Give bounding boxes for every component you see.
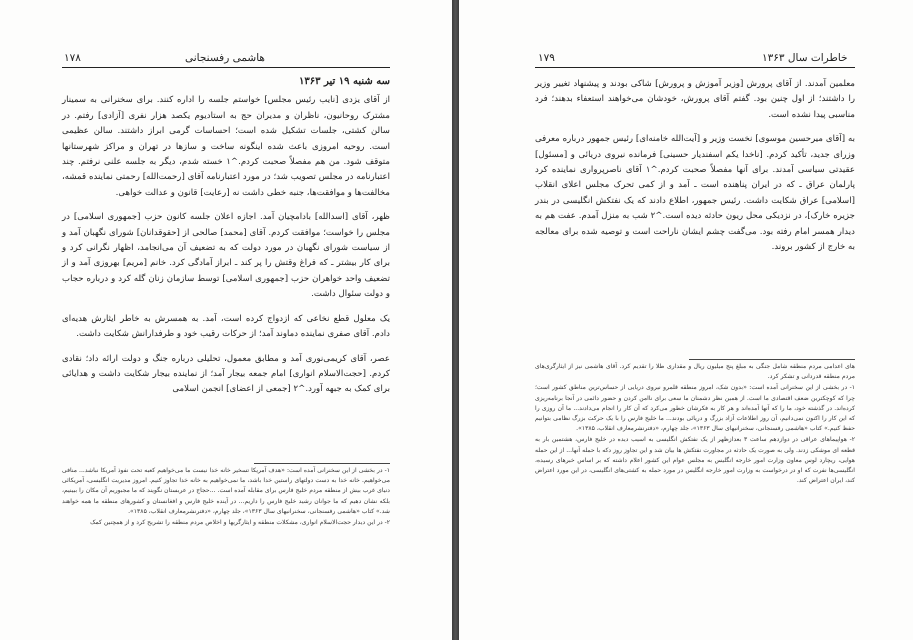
footnote: ۱- در بخشی از این سخنرانی آمده است: «هدف آمریکا تسخیر خانه خدا نیست ما می‌خواهیم کعبه تحت نفوذ آمریکا نباشد... منافی می‌خواهیم. خانه خدا به دست دولتهای راستین خدا باشد، ما نمی‌خواهیم به خانه خدا تجاوز کنیم. امروز مدیریت انگلیسی، آمریکائی دنیای غرب بیش از منطقه مردم خلیج فارس برای مقابله آمده است. ...حجاج در عربستان نگویند که ما مجبوریم آن مکان را ببینیم، بلکه نشان دهیم که ما جوانان رشید خلیج فارس را داریم... در آینده خلیج فارس و افغانستان و کشورهای منطقه ما همه خواهند شد.» کتاب «هاشمی رفسنجانی، سخنرانیهای سال ۱۳۶۳»، جلد چهارم، «دفترنشرمعارف انقلاب، ۱۳۸۵». (62, 467, 390, 515)
left-page-number: ۱۷۸ (64, 52, 81, 64)
left-footnotes (62, 466, 390, 529)
right-page-number: ۱۷۹ (538, 52, 555, 64)
right-footnotes (535, 362, 855, 487)
book-gutter (452, 0, 459, 640)
paragraph: عصر، آقای کریمی‌نوری آمد و مطابق معمول، تحلیلی درباره جنگ و دولت ارائه داد؛ نقادی کردم. [حجت‌الاسلام انواری] امام جمعه بیجار آمد؛ از نماینده بیجار شکایت داشت و هدایائی برای کمک به جبهه آورد.^۲ [جمعی از اعضای] انجمن اسلامی (62, 353, 390, 395)
paragraph: معلمین آمدند. از آقای پرورش [وزیر آموزش و پرورش] شاکی بودند و پیشنهاد تغییر وزیر را داشتند؛ از اول چنین بود. گفتم آقای پرورش، خودشان می‌خواهند استعفاء بدهند؛ فرد مناسبی پیدا نشده است. (535, 79, 855, 120)
right-body (535, 77, 855, 264)
footnote: ۲- هواپیماهای عراقی در دوازدهم ساعت ۳ بعدازظهر از یک نفتکش انگلیسی به اسیب دیده در خلیج فارس، هشتمین بار به قطعه ای موشکی زدند. ولی به صورت یک حادثه در مجاورت نفتکش ها بیان شد و این تجاوز روز دکه با حمله آنها... از این حمله هوایی، ریچارد لوس معاون وزارت امور خارجه انگلیس به مجلس عوام این کشور اعلام داشته که بر اساس خبرهای رسیده، انگلیسی‌ها نفرت که او در درخواست به وزارت امور خارجه انگلیس در مورد حمله به کشتی‌های انگلیسی، در این مورد اعتراض کند، ایران اعتراض کند. (535, 436, 856, 485)
right-running-head: خاطرات سال ۱۳۶۳ (762, 52, 848, 64)
header-rule (535, 67, 855, 68)
left-body (62, 74, 390, 407)
paragraph: یک معلول قطع نخاعی که ازدواج کرده است، آمد. به همسرش به خاطر ایثارش هدیه‌ای دادم. آقای صفری نماینده دماوند آمد؛ از حرکات رقیب خود و طرفدارانش شکایت داشت. (62, 313, 390, 340)
paragraph: به [آقای میرحسین موسوی] نخست وزیر و [آیت‌الله خامنه‌ای] رئیس جمهور درباره معرفی وزرای جدید، تأکید کردم. [ناخدا یکم اسفندیار حسینی] فرمانده نیروی دریائی و [مسئول] عقیدتی سیاسی آمدند. برای آنها مفصلاً صحبت کردم.^۱ آقای ناصرپرواری نماینده کرد پارلمان عراق ـ که در ایران پناهنده است ـ آمد و از کمی تحرک مجلس اعلای انقلاب [اسلامی] عراق شکایت داشت. رئیس جمهور، اطلاع دادند که یک نفتکش انگلیسی در بندر جزیره خارک]، در نزدیکی محل ریون حادثه دیده است.^۲ شب به منزل آمدم. عفت هم به دیدار همسر امام رفته بود. می‌گفت چشم ایشان ناراحت است و توصیه شده برای معالجه به خارج از کشور بروند. (535, 134, 855, 253)
footnote: ۱- در بخشی از این سخنرانی آمده است: «بدون شک، امروز منطقه قلمرو نیروی دریایی از حساس‌ترین مناطق کشور است؛ چرا که کوچکترین ضعف اقتصادی ما است. از همین نظر دشمنان ما سعی برای ناامن کردن و حضور دائمی در آنجا برنامه‌ریزی کرده‌اند. در گذشته خود، ما را که آنها آمده‌اند و هر کار به فکرشان خطور می‌کرد که آن کار را انجام می‌دادند... ما آن روزی را که این کار را اکنون نمی‌دانیم، آن روز اطلاعات آزاد بزرگ و دریائی بودند... ما خلیج فارس را با یک حرکت بزرگ نظامی بتوانیم حفظ کنیم.» کتاب «هاشمی رفسنجانی، سخنرانیهای سال ۱۳۶۳»، جلد چهارم، «دفترنشرمعارف انقلاب، ۱۳۸۵». (535, 384, 855, 433)
paragraph: ظهر، آقای [اسدالله] بادامچیان آمد. اجازه اعلان جلسه کانون حزب [جمهوری اسلامی] در مجلس را خواست؛ موافقت کردم. آقای [محمد] صالحی از [حقوقدانان] شورای نگهبان آمد و از سیاست شورای نگهبان در مورد دولت که به تضعیف آن می‌انجامد، اظهار نگرانی کرد و برای کار بیشتر ـ که فراغ وقتش را پر کند ـ ابراز آمادگی کرد. خانم [مریم] بهروزی آمد و از تضعیف واحد خواهران حزب [جمهوری اسلامی] توسط سازمان زنان گله کرد و درباره حجاب و دولت سئوال داشت. (62, 212, 390, 300)
footnote: ۲- در این دیدار حجت‌الاسلام انواری، مشکلات منطقه و ایثارگریها و اخلاص مردم منطقه را تشریح کرد و از همچنین کمک (90, 519, 390, 527)
paragraph: از آقای یزدی [نایب رئیس مجلس] خواستم جلسه را اداره کنند. برای سخنرانی به سمینار مشترک روحانیون، ناظران و مدیران حج به استادیوم یکصد هزار نفری [آزادی] رفتم. در سالن کشتی، جلسات تشکیل شده است؛ احساسات گرمی ابراز داشتند. سالن عظیمی است. روحیه امروزی باعث شده اینگونه ساخت و سازها در تهران و مراکز شهرستانها متوقف شود. من هم مفصلاً صحبت کردم.^۱ خسته شدم، دیگر به جلسه علنی نرفتم. چند اعتبارنامه در مجلس تصویب شد؛ در مورد اعتبارنامه آقای [رحمت‌الله] رحمتی نماینده قمشه، مخالفت‌ها و موافقت‌ها، جنبه خطی داشت نه [رعایت] قانون و عدالت خواهی. (62, 95, 390, 198)
left-running-head: هاشمی رفسنجانی (185, 52, 265, 64)
right-page (459, 0, 913, 640)
footnote-rule (689, 359, 855, 360)
footnote: های اعدامی مردم منطقه شامل جنگی به مبلغ پنج میلیون ریال و مقداری طلا را تقدیم کرد. آقای هاشمی نیز از ایثارگری‌های مردم منطقه قدردانی و تشکر کرد. (535, 363, 855, 381)
footnote-rule (254, 463, 390, 464)
date-heading: سه شنبه ۱۹ تیر ۱۳۶۳ (299, 76, 390, 87)
left-page (0, 0, 452, 640)
header-rule (62, 67, 390, 68)
